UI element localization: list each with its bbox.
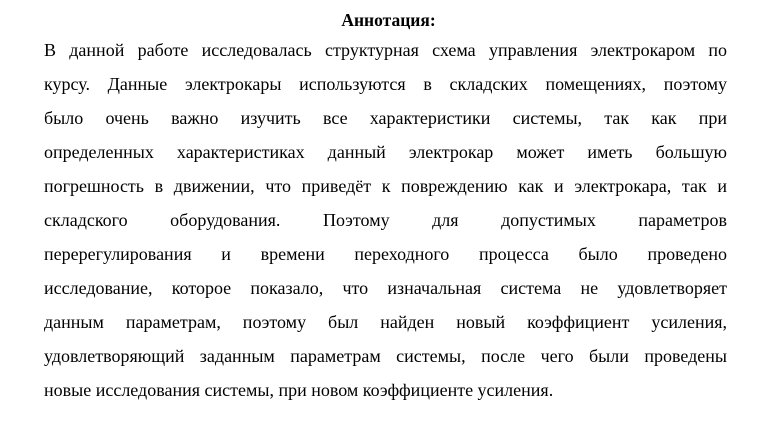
paragraph-line: было очень важно изучить все характеристики системы, так как при [44, 108, 727, 128]
paragraph-line: данным параметрам, поэтому был найден новый коэффициент усиления, [44, 312, 727, 332]
paragraph-line: погрешность в движении, что приведёт к повреждению как и электрокара, так и [44, 176, 727, 196]
paragraph-line: курсу. Данные электрокары используются в складских помещениях, поэтому [44, 74, 727, 94]
paragraph-line: исследование, которое показало, что изначальная система не удовлетворяет [44, 278, 727, 298]
paragraph-line: определенных характеристиках данный электрокар может иметь большую [44, 142, 727, 162]
paragraph-line: перерегулирования и времени переходного процесса было проведено [44, 244, 727, 264]
paragraph-line: удовлетворяющий заданным параметрам системы, после чего были проведены [44, 346, 727, 366]
paragraph-line-last: новые исследования системы, при новом коэффициенте усиления. [44, 380, 554, 400]
annotation-paragraph [44, 31, 727, 411]
paragraph-line: В данной работе исследовалась структурная схема управления электрокаром по [44, 40, 727, 60]
document-page [44, 0, 727, 411]
annotation-heading: Аннотация: [341, 10, 436, 30]
paragraph-line: складского оборудования. Поэтому для допустимых параметров [44, 210, 727, 230]
